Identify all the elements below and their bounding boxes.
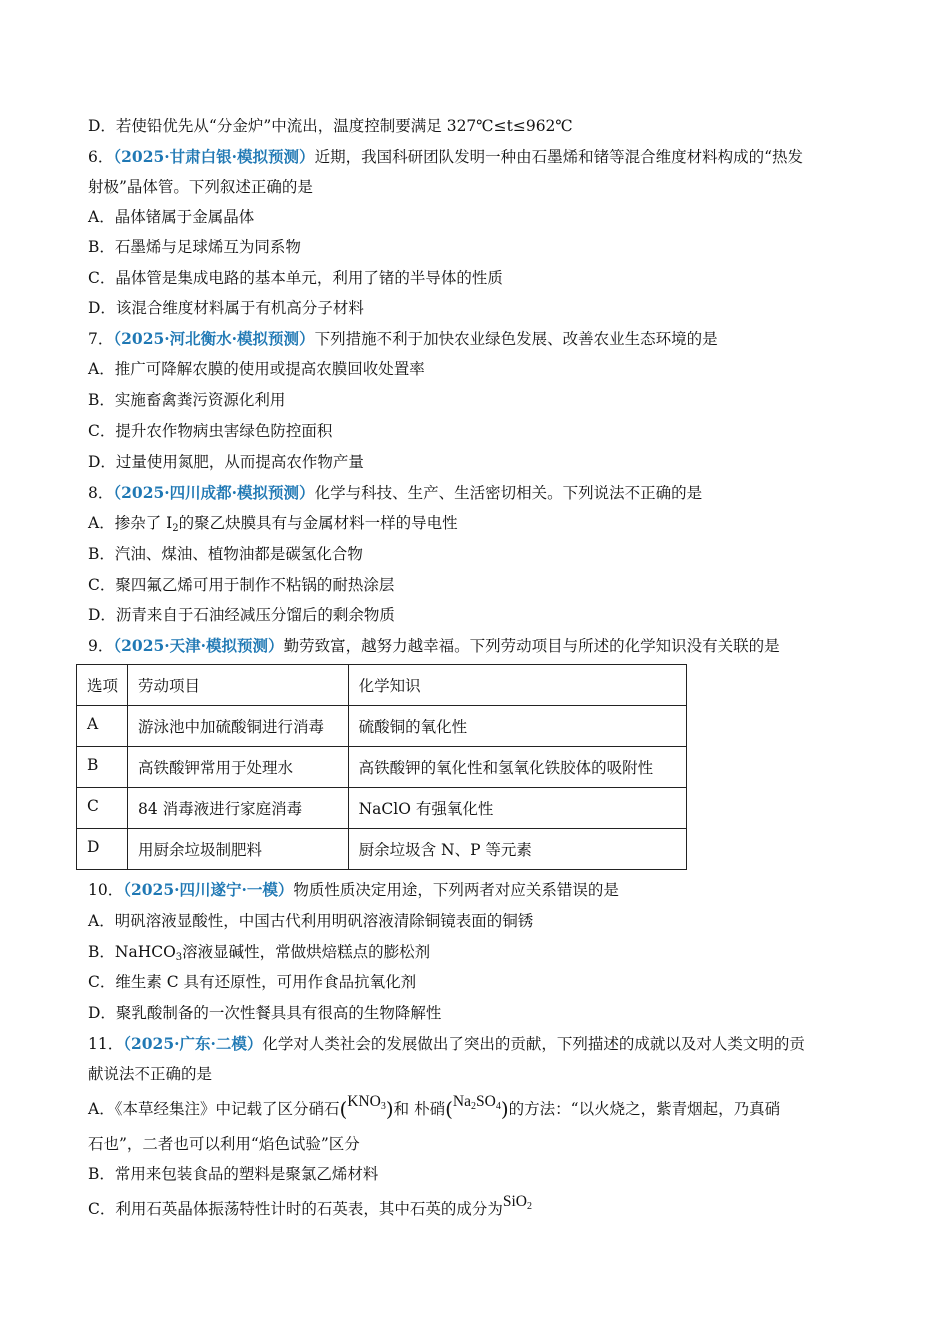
q7-option-b: B．实施畜禽粪污资源化利用 xyxy=(88,391,286,409)
question-source: （2025·天津·模拟预测） xyxy=(113,636,284,655)
question-number: 9． xyxy=(88,637,114,655)
q6-option-b: B．石墨烯与足球烯互为同系物 xyxy=(88,238,301,256)
q6-stem-cont: 射极”晶体管。下列叙述正确的是 xyxy=(88,178,313,196)
q6-option-a: A．晶体锗属于金属晶体 xyxy=(88,208,255,226)
q11-stem xyxy=(88,1034,868,1054)
q11-option-b: B．常用来包装食品的塑料是聚氯乙烯材料 xyxy=(88,1165,379,1183)
formula-sio2: SiO$_2$ xyxy=(502,1193,532,1212)
table-header-cell: 选项 xyxy=(77,665,128,706)
question-source: （2025·四川遂宁·一模） xyxy=(123,880,294,899)
question-stem: 物质性质决定用途，下列两者对应关系错误的是 xyxy=(293,881,619,899)
question-stem: 下列措施不利于加快农业绿色发展、改善农业生态环境的是 xyxy=(314,330,718,348)
paren-open: ( xyxy=(445,1097,453,1121)
table-cell: 厨余垃圾含 N、P 等元素 xyxy=(348,829,686,870)
q11-option-a: A．《本草经集注》中记载了区分硝石$(KNO_3)$和 朴硝$(Na_2SO_4)$的方法：“以火烧之，紫青烟起，乃真硝 xyxy=(88,1093,781,1121)
question-stem: 近期，我国科研团队发明一种由石墨烯和锗等混合维度材料构成的“热发 xyxy=(314,148,803,166)
question-source: （2025·广东·二模） xyxy=(123,1034,263,1053)
q7-option-a: A．推广可降解农膜的使用或提高农膜回收处置率 xyxy=(88,360,425,378)
question-source: （2025·四川成都·模拟预测） xyxy=(113,483,315,502)
table-header-cell: 劳动项目 xyxy=(127,665,348,706)
q7-stem xyxy=(88,329,868,349)
paren-open: ( xyxy=(339,1097,348,1121)
formula-na2so4: $Na_2SO_4$ xyxy=(452,1093,501,1112)
table-cell: 高铁酸钾的氧化性和氢氧化铁胶体的吸附性 xyxy=(348,747,686,788)
question-stem: 化学对人类社会的发展做出了突出的贡献，下列描述的成就以及对人类文明的贡 xyxy=(262,1035,805,1053)
formula-kno3: $KNO_3$ xyxy=(347,1093,386,1112)
question-source: （2025·甘肃白银·模拟预测） xyxy=(113,147,315,166)
question-number: 8． xyxy=(88,484,114,502)
question-number: 6． xyxy=(88,148,114,166)
table-header-row xyxy=(77,665,687,706)
q10-option-c: C．维生素 C 具有还原性，可用作食品抗氧化剂 xyxy=(88,973,417,991)
q9-stem xyxy=(88,636,868,656)
table-row xyxy=(77,706,687,747)
table-header-cell: 化学知识 xyxy=(348,665,686,706)
table-cell: 硫酸铜的氧化性 xyxy=(348,706,686,747)
question-stem: 勤劳致富，越努力越幸福。下列劳动项目与所述的化学知识没有关联的是 xyxy=(283,637,780,655)
q11-option-a-cont: 石也”，二者也可以利用“焰色试验”区分 xyxy=(88,1135,360,1153)
q5-option-d: D．若使铅优先从“分金炉”中流出，温度控制要满足 327℃≤t≤962℃ xyxy=(88,117,573,135)
q6-option-c: C．晶体管是集成电路的基本单元，利用了锗的半导体的性质 xyxy=(88,269,503,287)
table-cell: 高铁酸钾常用于处理水 xyxy=(127,747,348,788)
question-number: 10． xyxy=(88,881,124,899)
q6-stem xyxy=(88,147,868,167)
table-cell: 84 消毒液进行家庭消毒 xyxy=(127,788,348,829)
table-cell: D xyxy=(77,829,128,870)
paren-close: ) xyxy=(500,1097,509,1121)
q11-stem-cont: 献说法不正确的是 xyxy=(88,1065,213,1083)
table-row xyxy=(77,747,687,788)
question-source: （2025·河北衡水·模拟预测） xyxy=(113,329,315,348)
q10-option-a: A．明矾溶液显酸性，中国古代利用明矾溶液清除铜镜表面的铜锈 xyxy=(88,912,534,930)
table-cell: C xyxy=(77,788,128,829)
q7-option-d: D．过量使用氮肥，从而提高农作物产量 xyxy=(88,453,364,471)
q8-option-b: B．汽油、煤油、植物油都是碳氢化合物 xyxy=(88,545,363,563)
table-cell: NaClO 有强氧化性 xyxy=(348,788,686,829)
q8-option-d: D．沥青来自于石油经减压分馏后的剩余物质 xyxy=(88,606,395,624)
paren-close: ) xyxy=(385,1097,394,1121)
table-cell: 游泳池中加硫酸铜进行消毒 xyxy=(127,706,348,747)
q10-option-b: B．NaHCO$_3$溶液显碱性，常做烘焙糕点的膨松剂 xyxy=(88,943,431,963)
q10-option-d: D．聚乳酸制备的一次性餐具具有很高的生物降解性 xyxy=(88,1004,442,1022)
q8-option-c: C．聚四氟乙烯可用于制作不粘锅的耐热涂层 xyxy=(88,576,395,594)
q10-stem xyxy=(88,880,868,900)
question-stem: 化学与科技、生产、生活密切相关。下列说法不正确的是 xyxy=(314,484,703,502)
q7-option-c: C．提升农作物病虫害绿色防控面积 xyxy=(88,422,333,440)
table-row xyxy=(77,829,687,870)
q8-stem xyxy=(88,483,868,503)
q6-option-d: D．该混合维度材料属于有机高分子材料 xyxy=(88,299,364,317)
table-cell: A xyxy=(77,706,128,747)
table-cell: B xyxy=(77,747,128,788)
table-cell: 用厨余垃圾制肥料 xyxy=(127,829,348,870)
question-number: 7． xyxy=(88,330,114,348)
question-number: 11． xyxy=(88,1035,124,1053)
q11-option-c: C．利用石英晶体振荡特性计时的石英表，其中石英的成分为SiO$_2$ xyxy=(88,1193,532,1218)
q8-option-a: A．掺杂了 $I_2$的聚乙炔膜具有与金属材料一样的导电性 xyxy=(88,514,458,534)
q9-table xyxy=(76,664,687,870)
table-row xyxy=(77,788,687,829)
